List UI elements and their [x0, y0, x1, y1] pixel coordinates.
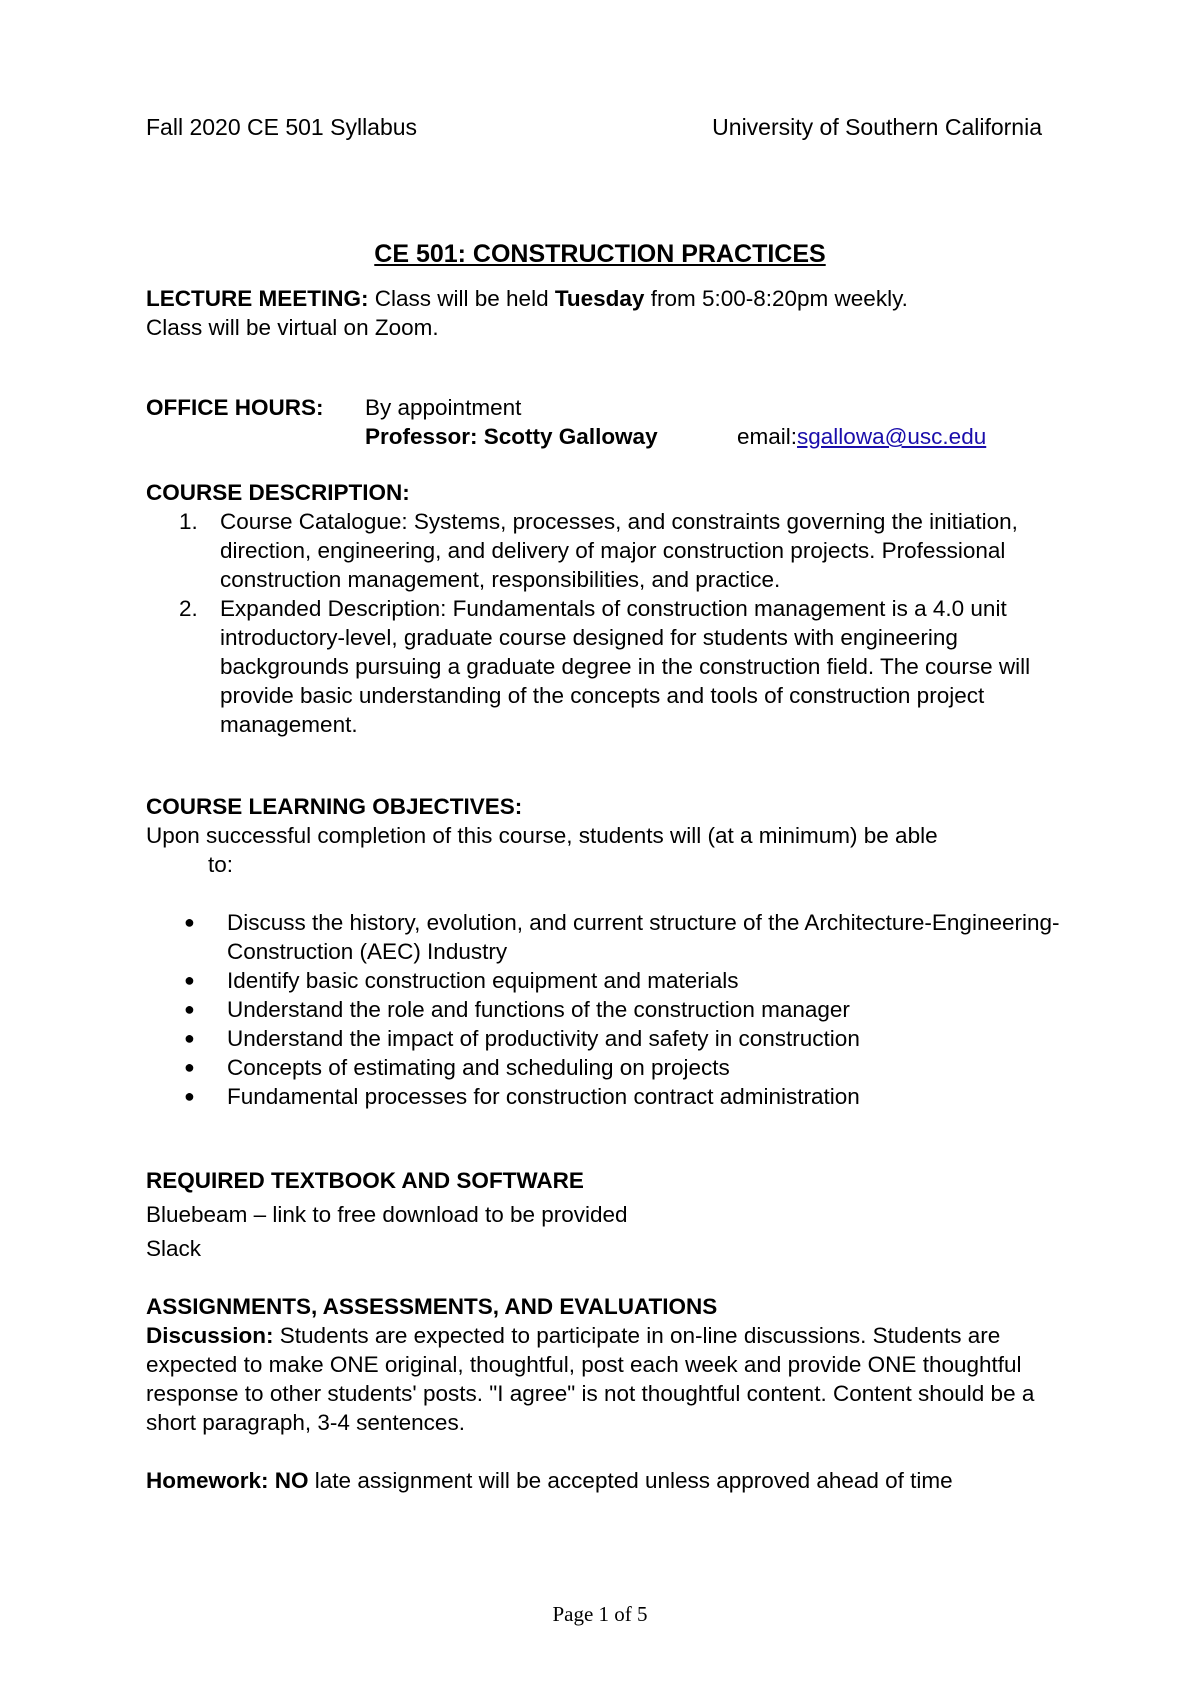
- objectives-intro: Upon successful completion of this course, students will (at a minimum) be able: [146, 823, 938, 848]
- textbook-line-1: Bluebeam – link to free download to be provided: [146, 1202, 628, 1227]
- office-hours-value: By appointment: [365, 395, 522, 420]
- list-item: [146, 594, 1076, 739]
- learning-objectives-section: [146, 792, 1076, 1111]
- course-description-heading: COURSE DESCRIPTION:: [146, 480, 410, 505]
- lecture-meeting-section: [146, 284, 1076, 342]
- page-number: Page 1 of 5: [552, 1602, 648, 1626]
- discussion-label: Discussion:: [146, 1323, 274, 1348]
- list-text: Expanded Description: Fundamentals of construction management is a 4.0 unit introductory-level, graduate course designed for students with engineering backgrounds pursuing a graduate degree in the construction field. The course will provide basic understanding of the concepts and tools of construction project management.: [220, 596, 1031, 737]
- page-title: CE 501: CONSTRUCTION PRACTICES: [374, 240, 826, 268]
- list-text: Identify basic construction equipment and materials: [227, 968, 739, 993]
- textbook-line-2: Slack: [146, 1236, 202, 1261]
- list-text: Course Catalogue: Systems, processes, and constraints governing the initiation, direction, engineering, and delivery of major construction projects. Professional construction management, responsibilities, and practice.: [220, 509, 1018, 592]
- lecture-meeting-label: LECTURE MEETING:: [146, 286, 369, 311]
- office-hours-section: [146, 393, 1076, 451]
- bullet-icon: ●: [184, 1057, 195, 1077]
- list-item: [146, 507, 1076, 594]
- discussion-text: Students are expected to participate in on-line discussions. Students are expected to make ONE original, thoughtful, post each week and provide ONE thoughtful response to other students' posts. "I agree" is not thoughtful content. Content should be a short paragraph, 3-4 sentences.: [146, 1323, 1035, 1435]
- homework-paragraph: [146, 1466, 1076, 1495]
- list-item: [146, 908, 1076, 966]
- lecture-text-1: Class will be held: [368, 286, 555, 311]
- list-number: 2.: [179, 596, 198, 621]
- bullet-icon: ●: [184, 999, 195, 1019]
- bullet-icon: ●: [184, 970, 195, 990]
- professor-name: Professor: Scotty Galloway: [365, 424, 658, 449]
- objectives-intro-cont: to:: [208, 852, 234, 877]
- lecture-day: Tuesday: [554, 286, 645, 311]
- list-text: Discuss the history, evolution, and current structure of the Architecture-Engineering-Construction (AEC) Industry: [227, 910, 1060, 964]
- bullet-icon: ●: [184, 1028, 195, 1048]
- course-description-section: [146, 478, 1076, 739]
- course-description-list: [146, 507, 1076, 739]
- header-course: Fall 2020 CE 501 Syllabus: [146, 114, 418, 140]
- textbook-heading: REQUIRED TEXTBOOK AND SOFTWARE: [146, 1168, 584, 1193]
- list-text: Understand the role and functions of the construction manager: [227, 997, 850, 1022]
- objectives-list: [146, 908, 1076, 1111]
- homework-no: NO: [268, 1468, 309, 1493]
- bullet-icon: ●: [184, 912, 195, 932]
- list-item: [146, 966, 1076, 995]
- list-item: [146, 1053, 1076, 1082]
- learning-objectives-heading: COURSE LEARNING OBJECTIVES:: [146, 794, 523, 819]
- email-label: email:: [737, 424, 798, 449]
- header-university: University of Southern California: [712, 114, 1042, 140]
- homework-label: Homework:: [146, 1468, 269, 1493]
- list-text: Fundamental processes for construction contract administration: [227, 1084, 860, 1109]
- homework-text: late assignment will be accepted unless approved ahead of time: [308, 1468, 953, 1493]
- list-item: [146, 995, 1076, 1024]
- assignments-section: [146, 1292, 1076, 1495]
- lecture-text-2: from 5:00-8:20pm weekly.: [644, 286, 908, 311]
- list-number: 1.: [179, 509, 198, 534]
- list-text: Concepts of estimating and scheduling on projects: [227, 1055, 730, 1080]
- list-text: Understand the impact of productivity and safety in construction: [227, 1026, 860, 1051]
- list-item: [146, 1082, 1076, 1111]
- bullet-icon: ●: [184, 1086, 195, 1106]
- textbook-section: [146, 1164, 1076, 1266]
- email-link[interactable]: sgallowa@usc.edu: [797, 424, 987, 449]
- discussion-paragraph: [146, 1321, 1076, 1437]
- lecture-virtual-note: Class will be virtual on Zoom.: [146, 315, 439, 340]
- office-hours-label: OFFICE HOURS:: [146, 395, 324, 420]
- assignments-heading: ASSIGNMENTS, ASSESSMENTS, AND EVALUATIONS: [146, 1294, 718, 1319]
- list-item: [146, 1024, 1076, 1053]
